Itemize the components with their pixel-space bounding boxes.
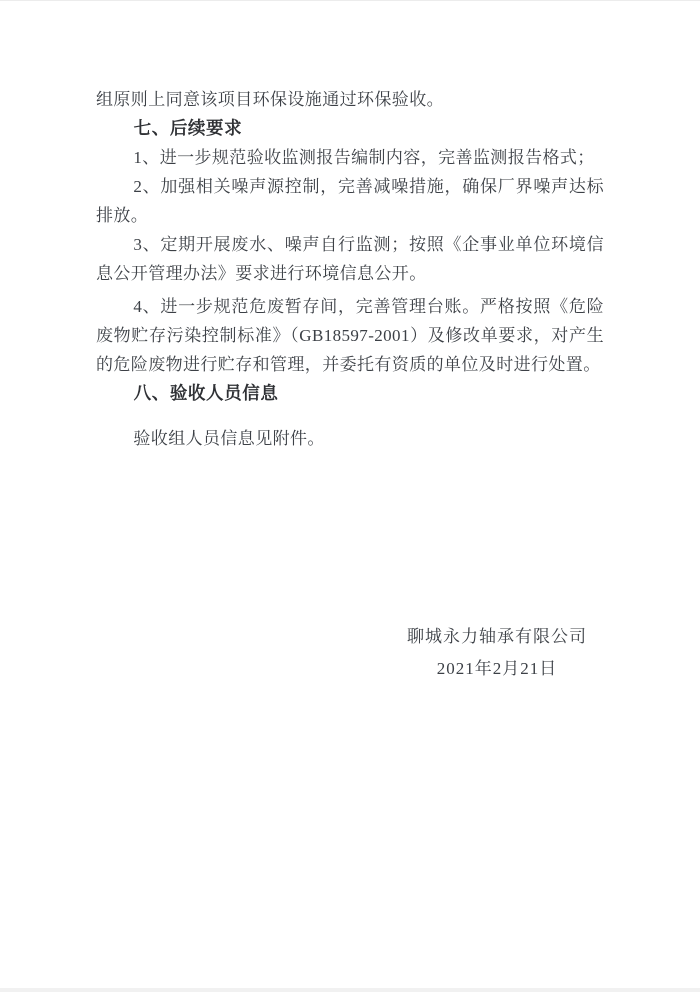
section7-item-2: 2、加强相关噪声源控制，完善减噪措施，确保厂界噪声达标排放。 xyxy=(96,177,604,225)
signature-company: 聊城永力轴承有限公司 xyxy=(407,627,587,646)
section7-item-3: 3、定期开展废水、噪声自行监测；按照《企事业单位环境信息公开管理办法》要求进行环境信息公开。 xyxy=(96,235,604,283)
continuation-paragraph: 组原则上同意该项目环保设施通过环保验收。 xyxy=(96,90,444,109)
section7-item-4: 4、进一步规范危废暂存间，完善管理台账。严格按照《危险废物贮存污染控制标准》（GB18597-2001）及修改单要求，对产生的危险废物进行贮存和管理，并委托有资质的单位及时进行处置。 xyxy=(96,297,604,374)
signature-date: 2021年2月21日 xyxy=(436,659,558,678)
section-heading-8: 八、验收人员信息 xyxy=(133,383,279,403)
signature-block xyxy=(243,621,700,685)
document-body xyxy=(96,85,604,685)
page-bottom-edge xyxy=(0,988,700,992)
section7-item-1: 1、进一步规范验收监测报告编制内容，完善监测报告格式； xyxy=(133,148,595,167)
section-heading-7: 七、后续要求 xyxy=(133,118,243,138)
section8-attachment-note: 验收组人员信息见附件。 xyxy=(133,429,325,448)
